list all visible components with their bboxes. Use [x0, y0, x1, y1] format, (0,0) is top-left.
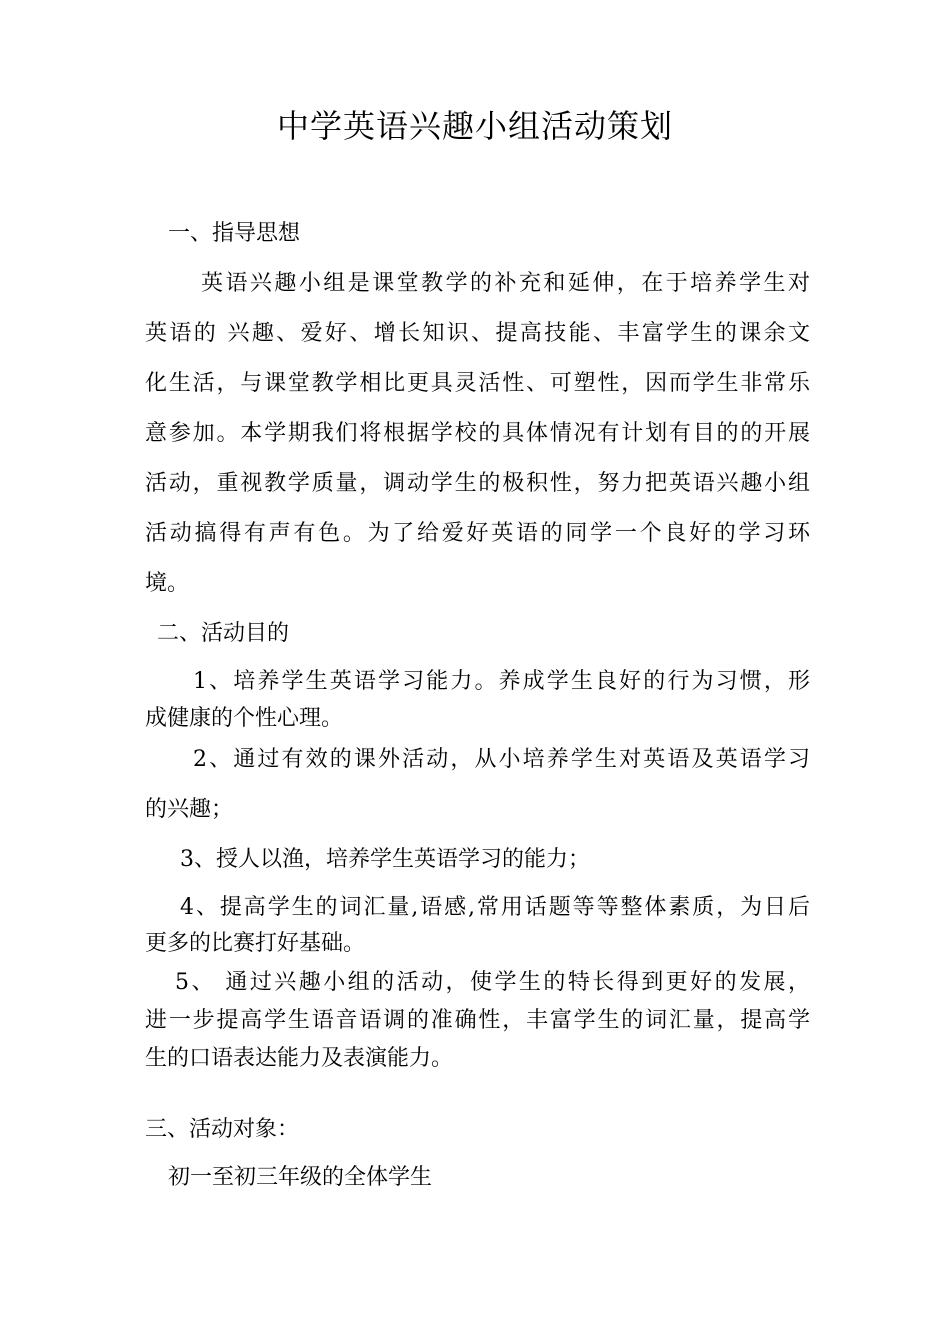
list-item-line: 更多的比赛打好基础。	[145, 931, 366, 956]
paragraph-line: 化生活，与课堂教学相比更具灵活性、可塑性，因而学生非常乐	[145, 371, 810, 396]
paragraph-line: 意参加。本学期我们将根据学校的具体情况有计划有目的的开展	[145, 421, 810, 446]
list-item-line: 2、通过有效的课外活动，从小培养学生对英语及英语学习	[193, 747, 810, 772]
list-item-line: 4、提高学生的词汇量,语感,常用话题等等整体素质，为日后	[180, 895, 810, 920]
list-item-line: 进一步提高学生语音语调的准确性，丰富学生的词汇量，提高学	[145, 1008, 810, 1033]
list-item-line: 1、培养学生英语学习能力。养成学生良好的行为习惯，形	[193, 669, 810, 694]
section-heading-activity-goals: 二、活动目的	[157, 621, 290, 646]
list-item-line: 生的口语表达能力及表演能力。	[145, 1046, 454, 1071]
list-item-line: 3、授人以渔，培养学生英语学习的能力；	[180, 847, 590, 872]
paragraph-line: 英语的 兴趣、爱好、增长知识、提高技能、丰富学生的课余文	[145, 321, 810, 346]
paragraph-line: 初一至初三年级的全体学生	[168, 1165, 433, 1190]
paragraph-line: 活动，重视教学质量，调动学生的极积性，努力把英语兴趣小组	[145, 471, 810, 496]
paragraph-line: 活动搞得有声有色。为了给爱好英语的同学一个良好的学习环	[145, 521, 810, 546]
paragraph-line: 境。	[145, 571, 190, 596]
section-heading-guiding-thought: 一、指导思想	[168, 221, 301, 246]
list-item-line: 成健康的个性心理。	[145, 706, 344, 731]
section-heading-activity-target: 三、活动对象：	[145, 1117, 300, 1142]
list-item-line: 5、 通过兴趣小组的活动，使学生的特长得到更好的发展，	[175, 970, 810, 995]
document-title: 中学英语兴趣小组活动策划	[276, 107, 673, 145]
paragraph-line: 英语兴趣小组是课堂教学的补充和延伸，在于培养学生对	[201, 271, 810, 296]
list-item-line: 的兴趣；	[145, 797, 234, 822]
